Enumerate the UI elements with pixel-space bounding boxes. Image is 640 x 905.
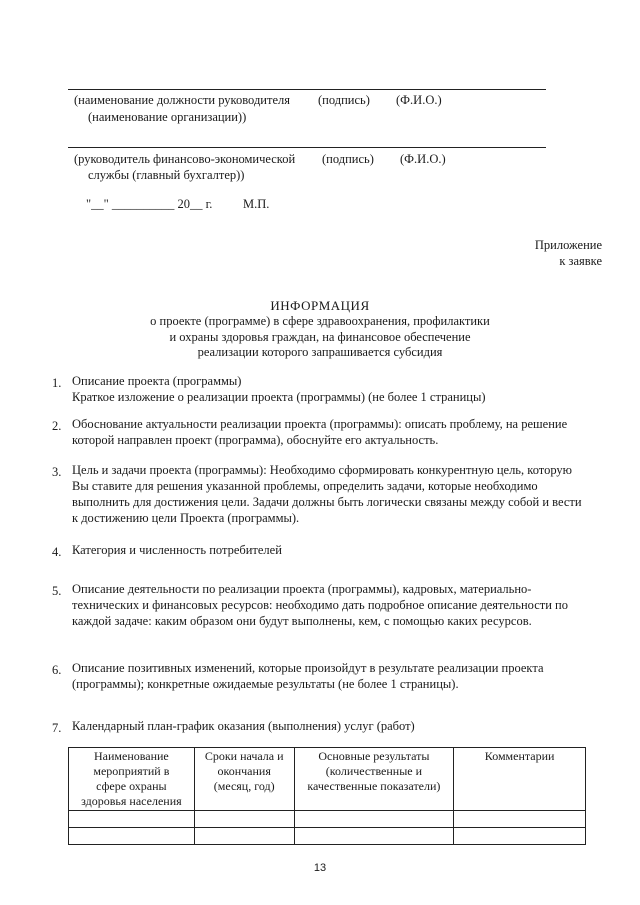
- item-line: Описание деятельности по реализации проекта (программы), кадровых, материально-: [72, 582, 532, 596]
- item-line: Краткое изложение о реализации проекта (программы) (не более 1 страницы): [72, 390, 486, 404]
- item-line: каждой задаче: каким образом они будут выполнены, кем, с помощью каких ресурсов.: [72, 614, 532, 628]
- header-cell-results: Основные результаты (количественные и качественные показатели): [294, 748, 454, 811]
- table-header-row: [69, 748, 586, 811]
- name-caption: (Ф.И.О.): [396, 93, 442, 107]
- chief-accountant-caption: службы (главный бухгалтер)): [88, 168, 245, 182]
- item-line: Вы ставите для решения указанной проблемы, определить задачи, которые необходимо: [72, 479, 538, 493]
- item-line: Календарный план-график оказания (выполнения) услуг (работ): [72, 719, 415, 733]
- position-caption: (наименование должности руководителя: [74, 93, 290, 107]
- item-line: (программы); конкретные ожидаемые результаты (не более 1 страницы).: [72, 677, 459, 691]
- item-line: к достижению цели Проекта (программы).: [72, 511, 300, 525]
- item-line: Описание проекта (программы): [72, 374, 242, 388]
- signature-caption: (подпись): [318, 93, 370, 107]
- item-number: 2.: [52, 419, 62, 433]
- item-number: 4.: [52, 545, 62, 559]
- item-line: Категория и численность потребителей: [72, 543, 282, 557]
- item-line: технических и финансовых ресурсов: необходимо дать подробное описание деятельности по: [72, 598, 568, 612]
- table-cell[interactable]: [69, 811, 195, 828]
- signature-line-2: [68, 147, 546, 148]
- signature-caption: (подпись): [322, 152, 374, 166]
- page-number: 13: [313, 862, 327, 874]
- header-cell-dates: Сроки начала и окончания (месяц, год): [194, 748, 294, 811]
- appendix-label: Приложение: [534, 238, 602, 252]
- item-number: 7.: [52, 721, 62, 735]
- table-row: [69, 811, 586, 828]
- table-cell[interactable]: [294, 811, 454, 828]
- name-caption: (Ф.И.О.): [400, 152, 446, 166]
- item-line: выполнить для достижения цели. Задачи должны быть логически связаны между собой и вести: [72, 495, 582, 509]
- date-line: "__" __________ 20__ г.: [86, 197, 213, 211]
- header-cell-comments: Комментарии: [454, 748, 586, 811]
- item-line: Описание позитивных изменений, которые произойдут в результате реализации проекта: [72, 661, 544, 675]
- table-cell[interactable]: [454, 811, 586, 828]
- table-cell[interactable]: [454, 828, 586, 845]
- item-number: 1.: [52, 376, 62, 390]
- stamp-label: М.П.: [243, 197, 270, 211]
- document-subtitle-line-3: реализации которого запрашивается субсидия: [197, 345, 443, 359]
- item-line: Цель и задачи проекта (программы): Необходимо сформировать конкурентную цель, которую: [72, 463, 573, 477]
- finance-head-caption: (руководитель финансово-экономической: [74, 152, 296, 166]
- item-line: Обоснование актуальности реализации проекта (программы): описать проблему, на решение: [72, 417, 568, 431]
- item-number: 6.: [52, 663, 62, 677]
- document-subtitle-line-2: и охраны здоровья граждан, на финансовое обеспечение: [169, 330, 471, 344]
- item-line: которой направлен проект (программа), обоснуйте его актуальность.: [72, 433, 439, 447]
- header-cell-activities: Наименование мероприятий в сфере охраны здоровья населения: [69, 748, 195, 811]
- table-cell[interactable]: [294, 828, 454, 845]
- organization-caption: (наименование организации)): [88, 110, 247, 124]
- appendix-sublabel: к заявке: [559, 254, 602, 268]
- signature-line-1: [68, 89, 546, 90]
- table-cell[interactable]: [194, 828, 294, 845]
- document-heading: ИНФОРМАЦИЯ: [270, 298, 370, 313]
- item-number: 3.: [52, 465, 62, 479]
- table-cell[interactable]: [69, 828, 195, 845]
- item-number: 5.: [52, 584, 62, 598]
- schedule-table: [68, 747, 586, 845]
- document-subtitle-line-1: о проекте (программе) в сфере здравоохранения, профилактики: [150, 314, 490, 328]
- table-cell[interactable]: [194, 811, 294, 828]
- table-row: [69, 828, 586, 845]
